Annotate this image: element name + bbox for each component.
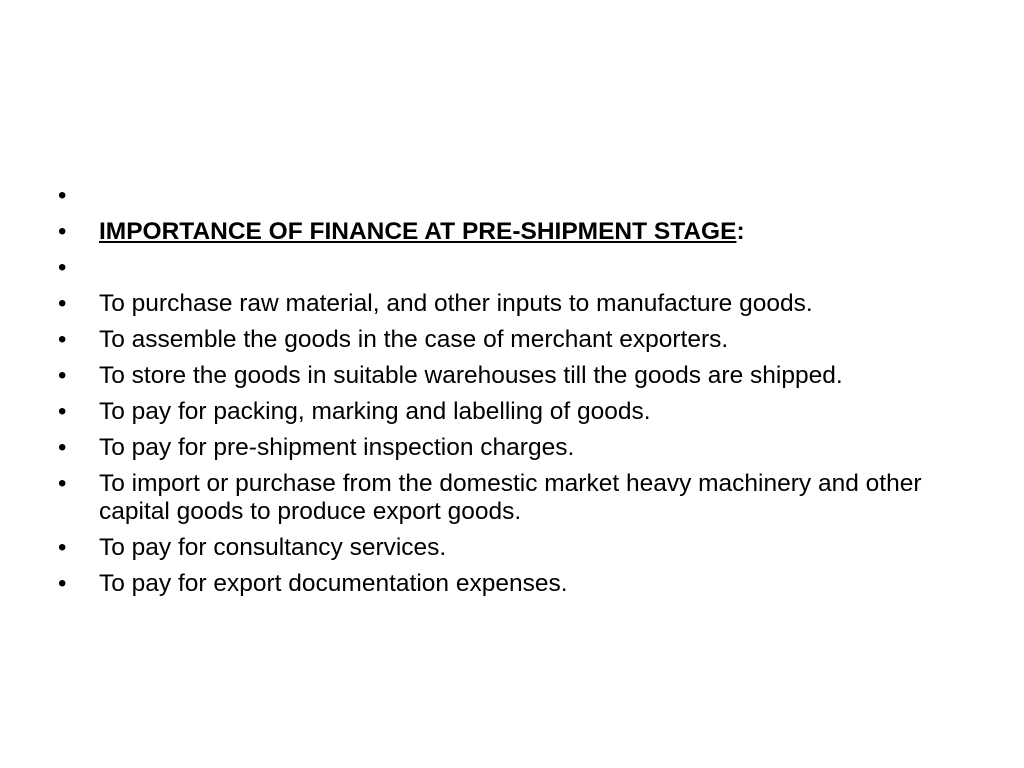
list-item-text: To assemble the goods in the case of merchant exporters. xyxy=(99,326,729,353)
bullet-icon: • xyxy=(58,362,67,389)
bullet-icon: • xyxy=(58,570,67,597)
bullet-list xyxy=(58,182,958,606)
list-item-text: To import or purchase from the domestic market heavy machinery and other capital goods to produce export goods. xyxy=(99,470,922,525)
list-item-text: To purchase raw material, and other inputs to manufacture goods. xyxy=(99,290,813,317)
bullet-icon: • xyxy=(58,254,67,281)
list-item xyxy=(58,398,958,426)
list-item xyxy=(58,362,958,390)
heading-text: IMPORTANCE OF FINANCE AT PRE-SHIPMENT STAGE xyxy=(99,218,737,245)
list-item-text: To store the goods in suitable warehouses till the goods are shipped. xyxy=(99,362,843,389)
list-item-text: To pay for pre-shipment inspection charges. xyxy=(99,434,575,461)
heading-bullet-item xyxy=(58,218,958,246)
list-item xyxy=(58,290,958,318)
list-item xyxy=(58,434,958,462)
slide-heading xyxy=(99,218,958,246)
bullet-icon: • xyxy=(58,470,67,497)
bullet-icon: • xyxy=(58,326,67,353)
list-item-text: To pay for consultancy services. xyxy=(99,534,447,561)
list-item xyxy=(58,570,958,598)
list-item xyxy=(58,326,958,354)
bullet-icon: • xyxy=(58,182,67,209)
list-item xyxy=(58,470,958,526)
list-item xyxy=(58,534,958,562)
empty-bullet-item xyxy=(58,254,958,282)
bullet-icon: • xyxy=(58,434,67,461)
heading-colon: : xyxy=(736,218,745,245)
list-item-text: To pay for export documentation expenses. xyxy=(99,570,568,597)
list-item-text: To pay for packing, marking and labelling of goods. xyxy=(99,398,651,425)
empty-bullet-item xyxy=(58,182,958,210)
bullet-icon: • xyxy=(58,290,67,317)
bullet-icon: • xyxy=(58,534,67,561)
bullet-icon: • xyxy=(58,218,67,245)
bullet-icon: • xyxy=(58,398,67,425)
